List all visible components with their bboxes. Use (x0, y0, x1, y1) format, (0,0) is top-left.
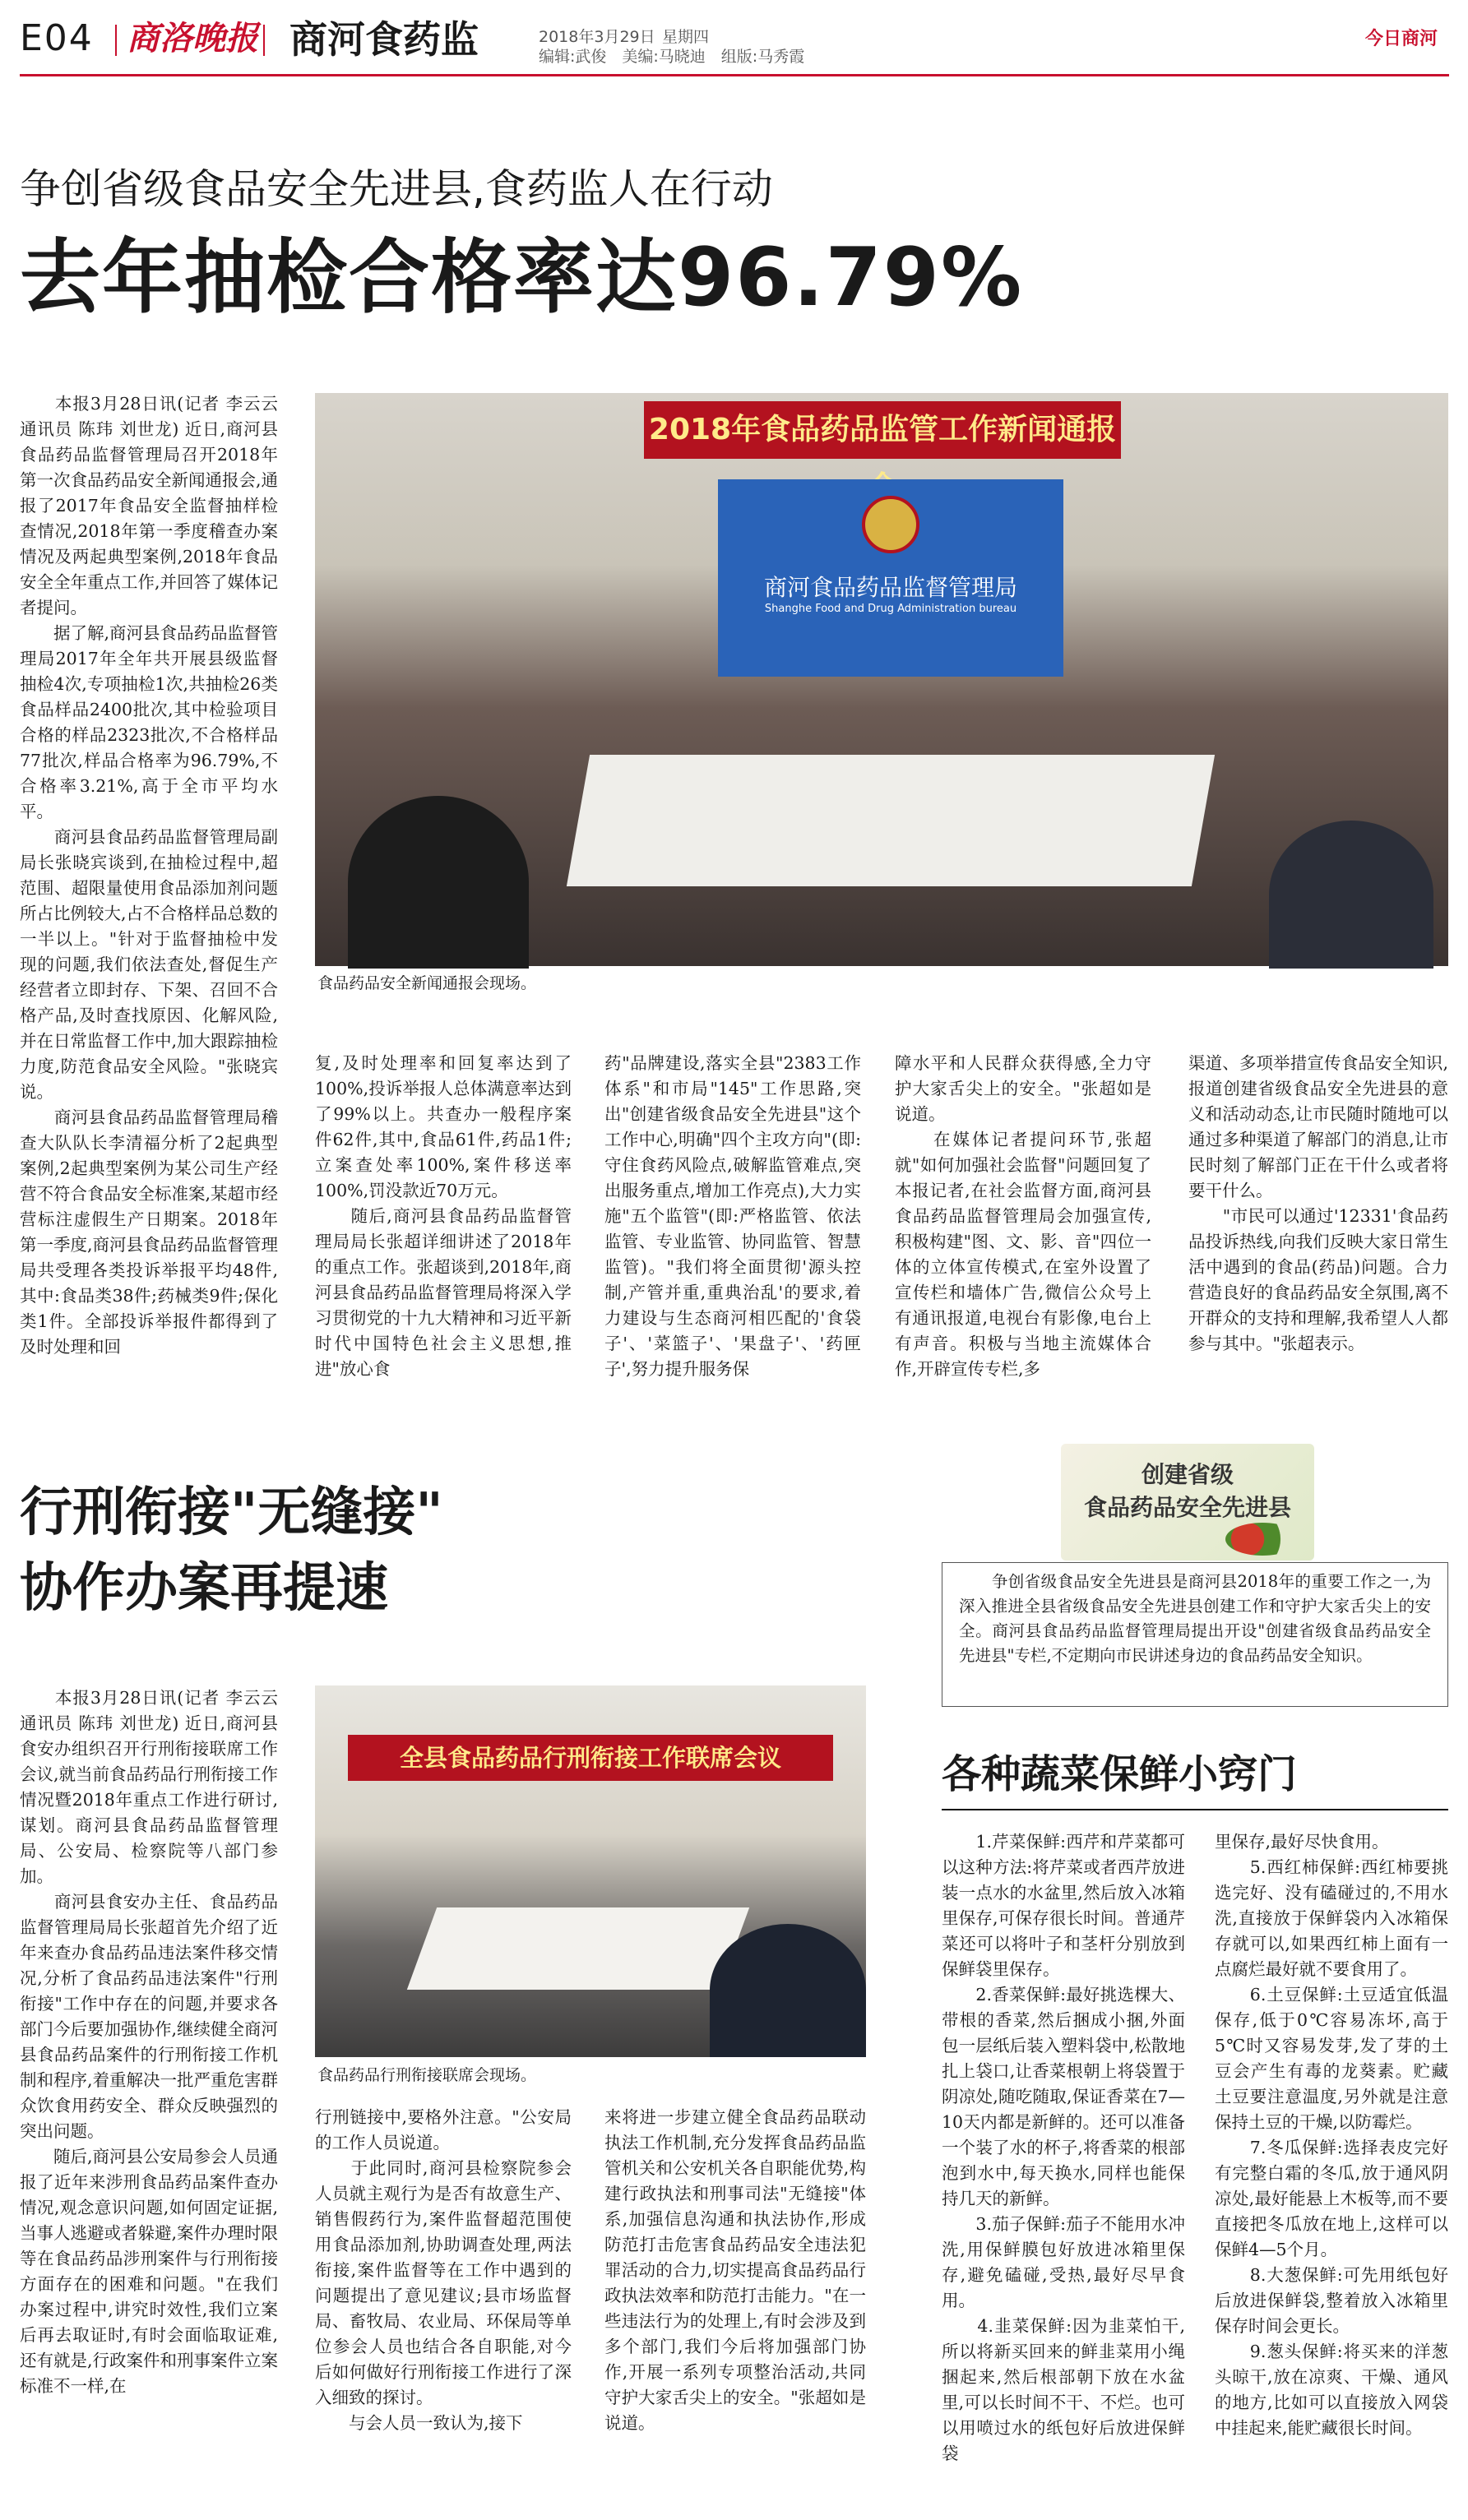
news-conference-photo (315, 393, 1448, 966)
article1-column-4: 障水平和人民群众获得感,全力守护大家舌尖上的安全。"张超如是说道。 在媒体记者提问环节,张超就"如何加强社会监督"问题回复了本报记者,在社会监督方面,商河县食品药品监督管理局会加强宣传,积极构建"图、文、影、音"四位一体的立体宣传模式,在室外设置了宣传栏和墙体广告,微信公众号上有通讯报道,电视台有影像,电台上有声音。积极与当地主流媒体合作,开辟宣传专栏,多 (895, 1053, 1151, 1379)
conference-table (567, 755, 1215, 886)
section-title: 商河食药监 (289, 17, 479, 62)
attendee-left (348, 796, 529, 969)
paper-logo: 商洛晚报 (127, 19, 258, 58)
masthead-divider (115, 25, 117, 56)
article1-kicker: 争创省级食品安全先进县,食药监人在行动 (20, 165, 773, 213)
page-code: E04 (20, 17, 94, 59)
article2-column-2: 行刑链接中,要格外注意。"公安局的工作人员说道。 于此同时,商河县检察院参会人员就主观行为是否有故意生产、销售假药行为,案件监督超范围使用食品添加剂,协助调查处理,两法衔接,案件监督等在工作中遇到的问题提出了意见建议;县市场监督局、畜牧局、农业局、环保局等单位参会人员也结合各自职能,对今后如何做好行刑衔接工作进行了深入细致的探讨。 与会人员一致认为,接下 (315, 2107, 572, 2433)
meeting-table (407, 1907, 749, 1990)
photo2-banner: 全县食品药品行刑衔接工作联席会议 (348, 1735, 833, 1781)
article1-column-3: 药"品牌建设,落实全县"2383工作体系"和市局"145"工作思路,突出"创建省级食品安全先进县"这个工作中心,明确"四个主攻方向"(即:守住食药风险点,破解监管难点,突出服务重点,增加工作亮点),大力实施"五个监管"(即:严格监管、依法监管、专业监管、协同监管、智慧监管)。"我们将全面贯彻'源头控制,产管并重,重典治乱'的要求,着力建设与生态商河相匹配的'食袋子'、'菜篮子'、'果盘子'、'药匣子',努力提升服务保 (604, 1053, 861, 1379)
article2-headline-line1: 行刑衔接"无缝接" (20, 1482, 443, 1543)
photo-sign-en: Shanghe Food and Drug Administration bureau (764, 603, 1017, 615)
article2-column-1: 本报3月28日讯(记者 李云云 通讯员 陈玮 刘世龙) 近日,商河县食安办组织召开行刑衔接联席工作会议,就当前食品药品行刑衔接工作情况暨2018年重点工作进行研讨,谋划。商河县食品药品监督管理局、公安局、检察院等八部门参加。 商河县食安办主任、食品药品监督管理局局长张超首先介绍了近年来查办食品药品违法案件移交情况,分析了食品药品违法案件"行刑衔接"工作中存在的问题,并要求各部门今后要加强协作,继续健全商河县食品药品案件的行刑衔接工作机制和程序,着重解决一批严重危害群众饮食用药安全、群众反映强烈的突出问题。 随后,商河县公安局参会人员通报了近年来涉刑食品药品案件查办情况,观念意识问题,如何固定证据,当事人逃避或者躲避,案件办理时限等在食品药品涉刑案件与行刑衔接方面存在的困难和问题。"在我们办案过程中,讲究时效性,我们立案后再去取证时,有时会面临取证难,还有就是,行政案件和刑事案件立案标准不一样,在 (20, 1688, 279, 2396)
article3-headline: 各种蔬菜保鲜小窍门 (942, 1751, 1298, 1797)
photo1-caption: 食品药品安全新闻通报会现场。 (317, 974, 537, 992)
photo-sign-cn: 商河食品药品监督管理局 (763, 574, 1017, 601)
promo-text: 争创省级食品安全先进县是商河县2018年的重要工作之一,为深入推进全县省级食品安全先进县创建工作和守护大家舌尖上的安全。商河县食品药品监督管理局提出开设"创建省级食品药品安全先进县"专栏,不定期向市民讲述身边的食品药品安全知识。 (959, 1572, 1431, 1665)
issue-weekday: 星期四 (662, 28, 710, 46)
photo-backdrop (718, 479, 1063, 677)
article3-rule (942, 1809, 1448, 1810)
vegetable-icon (1225, 1523, 1299, 1556)
article3-column-2: 里保存,最好尽快食用。 5.西红柿保鲜:西红柿要挑选完好、没有磕碰过的,不用水洗,直接放于保鲜袋内入冰箱保存就可以,如果西红柿上面有一点腐烂最好就不要食用了。 6.土豆保鲜:土豆适宜低温保存,低于0℃容易冻坏,高于5℃时又容易发芽,发了芽的土豆会产生有毒的龙葵素。贮藏土豆要注意温度,另外就是注意保持土豆的干燥,以防霉烂。 7.冬瓜保鲜:选择表皮完好有完整白霜的冬瓜,放于通风阴凉处,最好能悬上木板等,而不要直接把冬瓜放在地上,这样可以保鲜4—5个月。 8.大葱保鲜:可先用纸包好后放进保鲜袋,整着放入冰箱里保存时间会更长。 9.葱头保鲜:将买来的洋葱头晾干,放在凉爽、干燥、通风的地方,比如可以直接放入网袋中挂起来,能贮藏很长时间。 (1215, 1832, 1448, 2438)
article1-column-5: 渠道、多项举措宣传食品安全知识,报道创建省级食品安全先进县的意义和活动动态,让市民随时随地可以通过多种渠道了解部门的消息,让市民时刻了解部门正在干什么或者将要干什么。 "市民可以通过'12331'食品药品投诉热线,向我们反映大家日常生活中遇到的食品(药品)问题。合力营造良好的食品药品安全氛围,离不开群众的支持和理解,我希望人人都参与其中。"张超表示。 (1188, 1053, 1448, 1353)
article3-column-1: 1.芹菜保鲜:西芹和芹菜都可以这种方法:将芹菜或者西芹放进装一点水的水盆里,然后放入冰箱里保存,可保存很长时间。普通芹菜还可以将叶子和茎杆分别放到保鲜袋里保存。 2.香菜保鲜:最好挑选棵大、带根的香菜,然后捆成小捆,外面包一层纸后装入塑料袋中,松散地扎上袋口,让香菜根朝上将袋置于阴凉处,随吃随取,保证香菜在7—10天内都是新鲜的。还可以准备一个装了水的杯子,将香菜的根部泡到水中,每天换水,同样也能保持几天的新鲜。 3.茄子保鲜:茄子不能用水冲洗,用保鲜膜包好放进冰箱里保存,避免磕碰,受热,最好尽早食用。 4.韭菜保鲜:因为韭菜怕干,所以将新买回来的鲜韭菜用小绳捆起来,然后根部朝下放在水盆里,可以长时间不干、不烂。也可以用喷过水的纸包好后放进保鲜袋 (942, 1832, 1185, 2463)
article2-column-3: 来将进一步建立健全食品药品联动执法工作机制,充分发挥食品药品监管机关和公安机关各自职能优势,构建行政执法和刑事司法"无缝接"体系,加强信息沟通和执法协作,形成防范打击危害食品药品安全违法犯罪活动的合力,切实提高食品药品行政执法效率和防范打击能力。"在一些违法行为的处理上,有时会涉及到多个部门,我们今后将加强部门协作,开展一系列专项整治活动,共同守护大家舌尖上的安全。"张超如是说道。 (604, 2107, 866, 2433)
article1-column-2: 复,及时处理率和回复率达到了100%,投诉举报人总体满意率达到了99%以上。共查办一般程序案件62件,其中,食品61件,药品1件;立案查处率100%,案件移送率100%,罚没款近70万元。 随后,商河县食品药品监督管理局局长张超详细讲述了2018年的重点工作。张超谈到,2018年,商河县食品药品监督管理局将深入学习贯彻党的十九大精神和习近平新时代中国特色社会主义思想,推进"放心食 (315, 1053, 572, 1379)
photo-banner: 2018年食品药品监管工作新闻通报 (644, 401, 1121, 459)
masthead-rule (20, 74, 1449, 76)
promo-badge-line1: 创建省级 (1141, 1461, 1234, 1488)
emblem-icon (862, 496, 919, 553)
article1-headline: 去年抽检合格率达96.79% (20, 231, 1024, 325)
editor-credits: 编辑:武俊 美编:马晓迪 组版:马秀霞 (539, 48, 805, 66)
issue-date: 2018年3月29日 (539, 28, 655, 46)
section-tag: 今日商河 (1365, 29, 1438, 49)
attendee-foreground (710, 1924, 866, 2057)
article1-column-1: 本报3月28日讯(记者 李云云 通讯员 陈玮 刘世龙) 近日,商河县食品药品监督管理局召开2018年第一次食品药品安全新闻通报会,通报了2017年食品安全监督抽样检查情况,2018年第一季度稽查办案情况及两起典型案例,2018年食品安全全年重点工作,并回答了媒体记者提问。 据了解,商河县食品药品监督管理局2017年全年共开展县级监督抽检4次,专项抽检1次,共抽检26类食品样品2400批次,其中检验项目合格的样品2323批次,不合格样品77批次,样品合格率为96.79%,不合格率3.21%,高于全市平均水平。 商河县食品药品监督管理局副局长张晓宾谈到,在抽检过程中,超范围、超限量使用食品添加剂问题所占比例较大,占不合格样品总数的一半以上。"针对于监督抽检中发现的问题,我们依法查处,督促生产经营者立即封存、下架、召回不合格产品,及时查找原因、化解风险,并在日常监督工作中,加大跟踪抽检力度,防范食品安全风险。"张晓宾说。 商河县食品药品监督管理局稽查大队队长李清福分析了2起典型案例,2起典型案例为某公司生产经营不符合食品安全标准案,某超市经营标注虚假生产日期案。2018年第一季度,商河县食品药品监督管理局共受理各类投诉举报平均48件,其中:食品类38件;药械类9件;保化类1件。全部投诉举报件都得到了及时处理和回 (20, 394, 279, 1357)
joint-meeting-photo (315, 1685, 866, 2057)
article2-headline-line2: 协作办案再提速 (20, 1558, 388, 1619)
promo-badge (1061, 1444, 1314, 1561)
photo2-caption: 食品药品行刑衔接联席会现场。 (317, 2066, 537, 2084)
promo-box (942, 1562, 1448, 1707)
masthead-divider-2 (263, 25, 265, 56)
attendee-right (1269, 821, 1433, 969)
promo-badge-line2: 食品药品安全先进县 (1083, 1494, 1291, 1521)
